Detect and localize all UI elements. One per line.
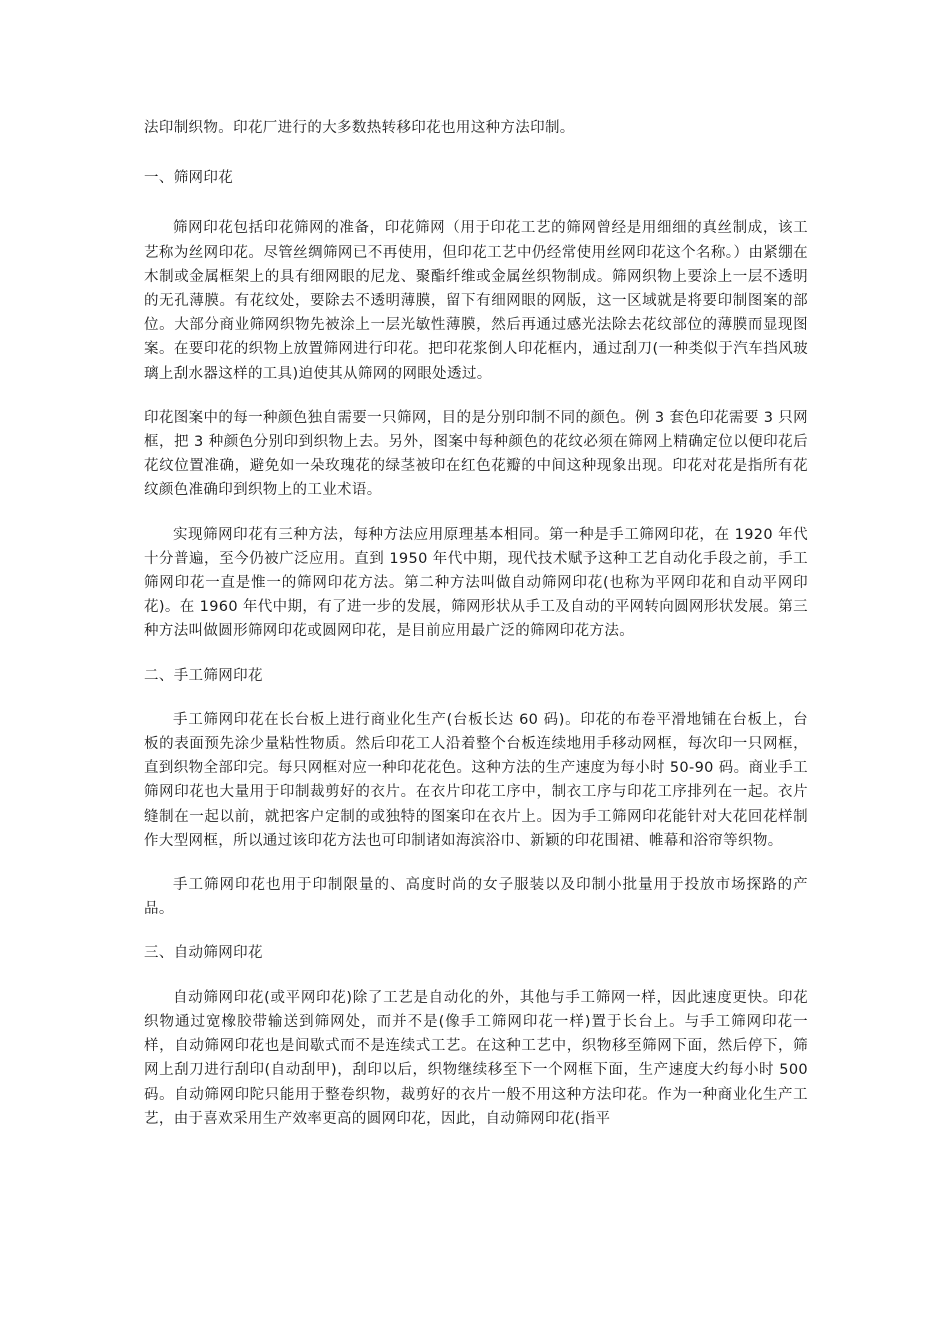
document-page	[144, 116, 808, 1131]
section-1-heading: 一、筛网印花	[144, 170, 234, 187]
section-3-heading: 三、自动筛网印花	[144, 945, 263, 962]
section-2-heading: 二、手工筛网印花	[144, 667, 263, 684]
section-1-paragraph-2: 印花图案中的每一种颜色独自需要一只筛网，目的是分别印制不同的颜色。例 3 套色印花需要 3 只网框，把 3 种颜色分别印到织物上去。另外，图案中每种颜色的花纹必须在筛网上精确定位以便印花后花纹位置准确，避免如一朵玫瑰花的绿茎被印在红色花瓣的中间这种现象出现。印花对花是指所有花纹颜色准确印到织物上的工业术语。	[144, 409, 808, 499]
intro-fragment: 法印制织物。印花厂进行的大多数热转移印花也用这种方法印制。	[144, 120, 575, 136]
section-2-paragraph-1: 手工筛网印花在长台板上进行商业化生产(台板长达 60 码)。印花的布卷平滑地铺在台板上，台板的表面预先涂少量粘性物质。然后印花工人沿着整个台板连续地用手移动网框，每次印一只网框，直到织物全部印完。每只网框对应一种印花花色。这种方法的生产速度为每小时 50-90 码。商业手工筛网印花也大量用于印制裁剪好的衣片。在衣片印花工序中，制衣工序与印花工序排列在一起。衣片缝制在一起以前，就把客户定制的或独特的图案印在衣片上。因为手工筛网印花能针对大花回花样制作大型网框，所以通过该印花方法也可印制诸如海滨浴巾、新颖的印花围裙、帷幕和浴帘等织物。	[144, 711, 808, 849]
section-1-paragraph-3: 实现筛网印花有三种方法，每种方法应用原理基本相同。第一种是手工筛网印花，在 1920 年代十分普遍，至今仍被广泛应用。直到 1950 年代中期，现代技术赋予这种工艺自动化手段之前，手工筛网印花一直是惟一的筛网印花方法。第二种方法叫做自动筛网印花(也称为平网印花和自动平网印花)。在 1960 年代中期，有了进一步的发展，筛网形状从手工及自动的平网转向圆网形状发展。第三种方法叫做圆形筛网印花或圆网印花，是目前应用最广泛的筛网印花方法。	[144, 526, 808, 640]
section-1-paragraph-1: 筛网印花包括印花筛网的准备，印花筛网（用于印花工艺的筛网曾经是用细细的真丝制成，该工艺称为丝网印花。尽管丝绸筛网已不再使用，但印花工艺中仍经常使用丝网印花这个名称。）由紧绷在木制或金属框架上的具有细网眼的尼龙、聚酯纤维或金属丝织物制成。筛网织物上要涂上一层不透明的无孔薄膜。有花纹处，要除去不透明薄膜，留下有细网眼的网版，这一区域就是将要印制图案的部位。大部分商业筛网织物先被涂上一层光敏性薄膜，然后再通过感光法除去花纹部位的薄膜而显现图案。在要印花的织物上放置筛网进行印花。把印花浆倒人印花框内，通过刮刀(一种类似于汽车挡风玻璃上刮水器这样的工具)迫使其从筛网的网眼处透过。	[144, 220, 808, 382]
section-2-paragraph-2: 手工筛网印花也用于印制限量的、高度时尚的女子服装以及印制小批量用于投放市场探路的产品。	[144, 877, 808, 918]
section-3-paragraph-1: 自动筛网印花(或平网印花)除了工艺是自动化的外，其他与手工筛网一样，因此速度更快。印花织物通过宽橡胶带输送到筛网处，而并不是(像手工筛网印花一样)置于长台上。与手工筛网印花一样，自动筛网印花也是间歇式而不是连续式工艺。在这种工艺中，织物移至筛网下面，然后停下，筛网上刮刀进行刮印(自动刮甲)，刮印以后，织物继续移至下一个网框下面，生产速度大约每小时 500 码。自动筛网印陀只能用于整卷织物，裁剪好的衣片一般不用这种方法印花。作为一种商业化生产工艺，由于喜欢采用生产效率更高的圆网印花，因此，自动筛网印花(指平	[144, 989, 808, 1127]
